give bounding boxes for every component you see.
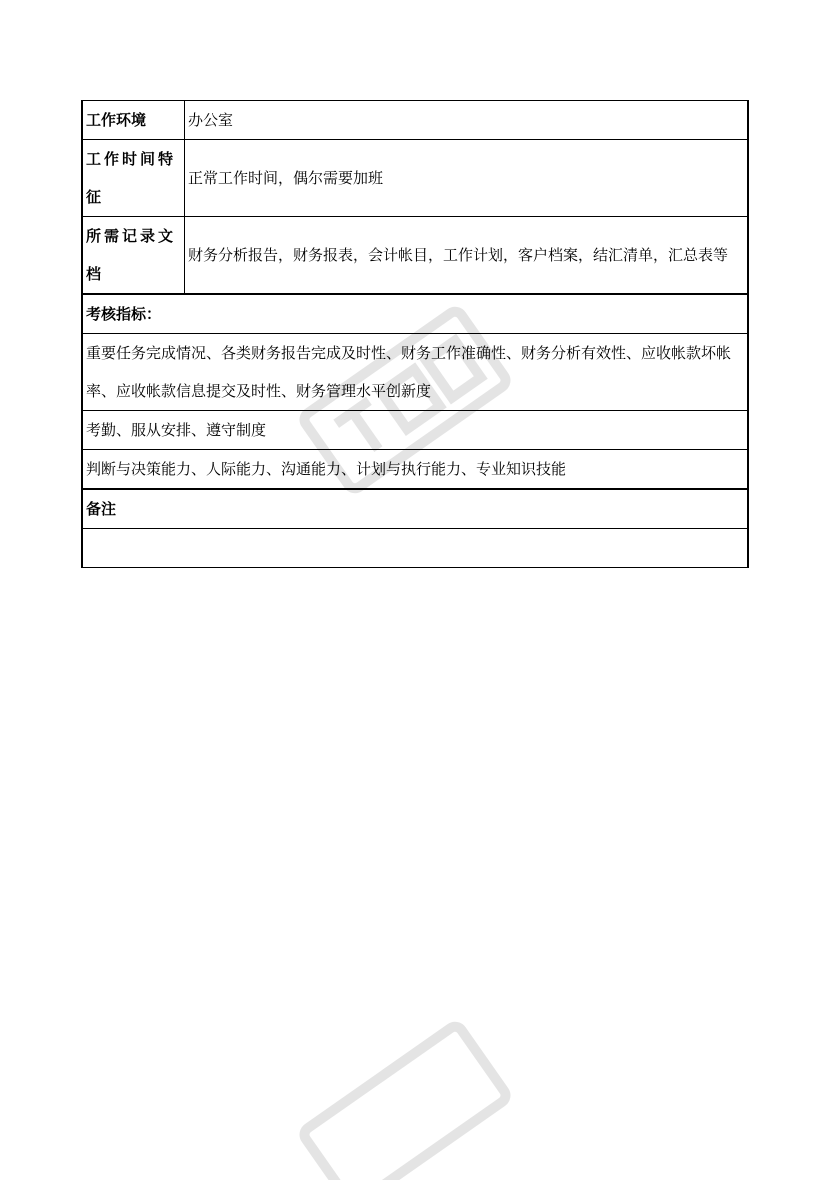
- notes-header: 备注: [82, 489, 748, 529]
- kpi-attitude-indicators: 考勤、服从安排、遵守制度: [82, 411, 748, 450]
- row-required-documents: [82, 217, 748, 295]
- row-work-time: [82, 140, 748, 217]
- row-kpi-3: [82, 450, 748, 490]
- work-environment-value: 办公室: [185, 101, 749, 140]
- notes-value: [82, 529, 748, 568]
- required-documents-label: 所需记录文档: [82, 217, 185, 295]
- watermark-stamp-bottom: [290, 1000, 520, 1180]
- kpi-performance-indicators: 重要任务完成情况、各类财务报告完成及时性、财务工作准确性、财务分析有效性、应收帐款坏帐率、应收帐款信息提交及时性、财务管理水平创新度: [82, 334, 748, 411]
- work-time-value: 正常工作时间，偶尔需要加班: [185, 140, 749, 217]
- kpi-ability-indicators: 判断与决策能力、人际能力、沟通能力、计划与执行能力、专业知识技能: [82, 450, 748, 490]
- row-kpi-2: [82, 411, 748, 450]
- row-kpi-1: [82, 334, 748, 411]
- row-notes-header: [82, 489, 748, 529]
- row-notes-body: [82, 529, 748, 568]
- work-environment-label: 工作环境: [82, 101, 185, 140]
- row-kpi-header: [82, 294, 748, 334]
- work-time-label: 工作时间特征: [82, 140, 185, 217]
- job-description-table: [81, 100, 749, 568]
- row-work-environment: [82, 101, 748, 140]
- kpi-header: 考核指标：: [82, 294, 748, 334]
- required-documents-value: 财务分析报告，财务报表，会计帐目，工作计划，客户档案，结汇清单，汇总表等: [185, 217, 749, 295]
